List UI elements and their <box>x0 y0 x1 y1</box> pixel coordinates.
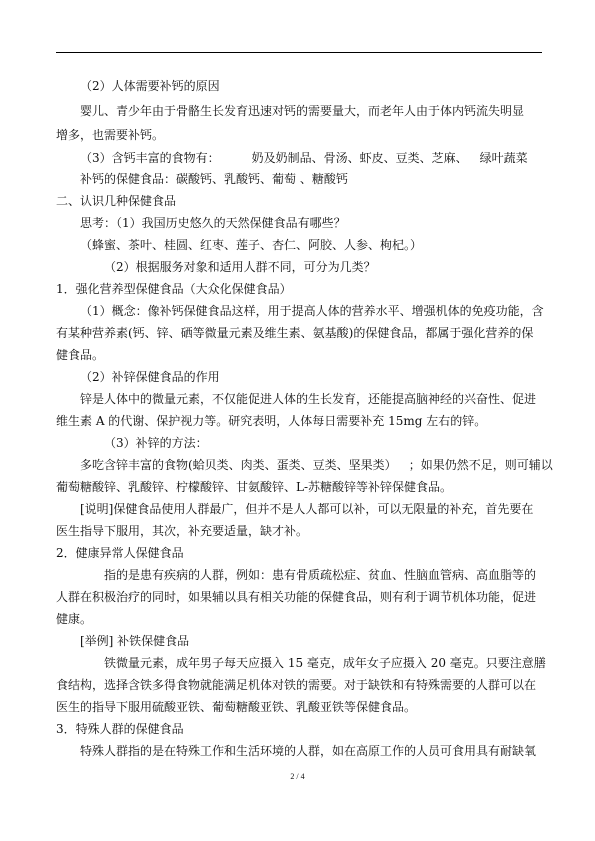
text-line: 婴儿、青少年由于骨骼生长发育迅速对钙的需要量大，而老年人由于体内钙流失明显 <box>80 104 525 118</box>
text-line: （蜂蜜、茶叶、桂圆、红枣、莲子、杏仁、阿胶、人参、枸杞。） <box>80 238 423 252</box>
text-line: 指的是患有疾病的人群，例如：患有骨质疏松症、贫血、性脑血管病、高血脂等的 <box>104 568 537 582</box>
text-line: （2）根据服务对象和适用人群不同，可分为几类？ <box>104 260 376 274</box>
text-line: 特殊人群指的是在特殊工作和生活环境的人群，如在高原工作的人员可食用具有耐缺氧 <box>80 744 537 758</box>
text-line: 补钙的保健食品：碳酸钙、乳酸钙、葡萄 、糖酸钙 <box>80 172 348 186</box>
text-line: [举例] 补铁保健食品 <box>80 634 190 648</box>
text-line: （2）人体需要补钙的原因 <box>80 79 220 93</box>
text-line: 铁微量元素，成年男子每天应摄入 15 毫克，成年女子应摄入 20 毫克。只要注意膳 <box>104 656 546 670</box>
text-segment: ；如果仍然不足，则可辅以 <box>408 458 553 472</box>
text-line: 健食品。 <box>56 348 105 362</box>
text-line <box>80 151 528 165</box>
text-line: 医生指导下服用，其次，补充要适量，缺才补。 <box>56 524 309 538</box>
text-line: [说明]保健食品使用人群最广，但并不是人人都可以补，可以无限量的补充，首先要在 <box>80 502 534 516</box>
text-line: 葡萄糖酸锌、乳酸锌、柠檬酸锌、甘氨酸锌、L-苏糖酸锌等补锌保健食品。 <box>56 480 453 494</box>
text-segment: 奶及奶制品、骨汤、虾皮、豆类、芝麻、 <box>251 151 468 165</box>
text-segment: 绿叶蔬菜 <box>479 151 528 165</box>
text-line: 健康。 <box>56 612 93 626</box>
section-heading: 1．强化营养型保健食品（大众化保健食品） <box>56 282 292 296</box>
text-line: 锌是人体中的微量元素，不仅能促进人体的生长发育，还能提高脑神经的兴奋性、促进 <box>80 392 537 406</box>
section-heading: 3．特殊人群的保健食品 <box>56 722 184 736</box>
header-rule <box>56 52 542 53</box>
text-line: 人群在积极治疗的同时，如果辅以具有相关功能的保健食品，则有利于调节机体功能，促进 <box>56 590 537 604</box>
text-line: 有某种营养素(钙、锌、硒等微量元素及维生素、氨基酸)的保健食品，都属于强化营养的保 <box>56 326 534 340</box>
text-line <box>80 458 553 472</box>
section-heading: 2．健康异常人保健食品 <box>56 546 184 560</box>
text-line: （2）补锌保健食品的作用 <box>80 370 220 384</box>
text-segment: 多吃含锌丰富的食物(蛤贝类、肉类、蛋类、豆类、坚果类） <box>80 458 397 472</box>
text-line: （3）补锌的方法： <box>104 436 208 450</box>
text-line: （1）概念：像补钙保健食品这样，用于提高人体的营养水平、增强机体的免疫功能，含 <box>80 304 544 318</box>
section-heading: 二、认识几种保健食品 <box>56 194 177 208</box>
text-segment: （3）含钙丰富的食物有： <box>80 151 220 165</box>
text-line: 增多，也需要补钙。 <box>56 128 165 142</box>
text-line: 思考：（1）我国历史悠久的天然保健食品有哪些？ <box>80 216 346 230</box>
text-line: 医生的指导下服用硫酸亚铁、葡萄糖酸亚铁、乳酸亚铁等保健食品。 <box>56 700 417 714</box>
page-number: 2 / 4 <box>290 772 305 781</box>
text-line: 食结构，选择含铁多得食物就能满足机体对铁的需要。对于缺铁和有特殊需要的人群可以在 <box>56 678 537 692</box>
text-line: 维生素 A 的代谢、保护视力等。研究表明，人体每日需要补充 15mg 左右的锌。 <box>56 414 487 428</box>
